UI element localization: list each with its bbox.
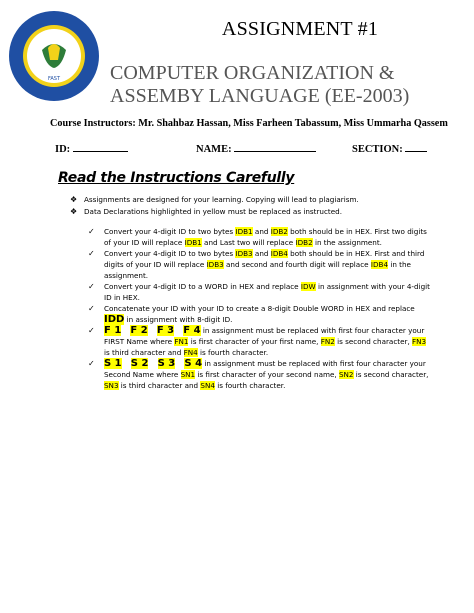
name-label: NAME: <box>196 144 232 155</box>
list-item: ❖ Data Declarations highlighted in yellow must be replaced as instructed. <box>70 207 343 216</box>
task-item: ✓ F 1 F 2 F 3 F 4 in assignment must be replaced with first four character your FIRST Name where FN1 is first character of your first name, FN2 is second character, FN3 is third character and FN4 is fourth character. <box>88 325 427 357</box>
instructions-heading: Read the Instructions Carefully <box>58 170 295 186</box>
id-field <box>55 142 128 155</box>
checkmark-icon: ✓ <box>88 227 95 236</box>
general-instructions <box>70 195 450 219</box>
name-blank <box>234 142 316 152</box>
id-blank <box>73 142 128 152</box>
task-item: ✓ Convert your 4-digit ID to two bytes IDB3 and IDB4 both should be in HEX. First and third digits of your ID will replace IDB3 and second and fourth digit will replace IDB4 in the assignment. <box>88 249 425 280</box>
section-blank <box>405 142 427 152</box>
name-field <box>196 142 316 155</box>
assignment-title: ASSIGNMENT #1 <box>221 18 379 40</box>
checkmark-icon: ✓ <box>88 304 95 313</box>
id-label: ID: <box>55 144 71 155</box>
task-item: ✓ Convert your 4-digit ID to a WORD in HEX and replace IDW in assignment with your 4-digit ID in HEX. <box>88 282 430 302</box>
section-field <box>352 142 427 155</box>
checkmark-icon: ✓ <box>88 282 95 291</box>
section-label: SECTION: <box>352 144 403 155</box>
svg-text:FAST: FAST <box>47 76 61 82</box>
task-item: ✓ Convert your 4-digit ID to two bytes IDB1 and IDB2 both should be in HEX. First two digits of your ID will replace IDB1 and Last two will replace IDB2 in the assignment. <box>88 227 427 247</box>
diamond-arrow-bullet-icon: ❖ <box>70 207 78 216</box>
course-title-line-2: ASSEMBY LANGUAGE (EE-2003) <box>110 85 410 107</box>
task-item: ✓ S 1 S 2 S 3 S 4 in assignment must be replaced with first four character your Second Name where SN1 is first character of your second name, SN2 is second character, SN3 is third character and SN4 is fourth character. <box>88 358 429 390</box>
university-logo <box>8 10 100 102</box>
course-title <box>110 62 440 108</box>
diamond-arrow-bullet-icon: ❖ <box>70 195 78 204</box>
checkmark-icon: ✓ <box>88 326 95 335</box>
list-item: ❖ Assignments are designed for your learning. Copying will lead to plagiarism. <box>70 195 359 204</box>
checkmark-icon: ✓ <box>88 249 95 258</box>
task-item: ✓ Concatenate your ID with your ID to create a 8-digit Double WORD in HEX and replace IDD in assignment with 8-digit ID. <box>88 304 415 325</box>
task-list <box>88 226 433 391</box>
checkmark-icon: ✓ <box>88 359 95 368</box>
course-instructors: Course Instructors: Mr. Shahbaz Hassan, Miss Farheen Tabassum, Miss Ummarha Qassem <box>50 118 448 129</box>
course-title-line-1: COMPUTER ORGANIZATION & <box>110 62 395 84</box>
